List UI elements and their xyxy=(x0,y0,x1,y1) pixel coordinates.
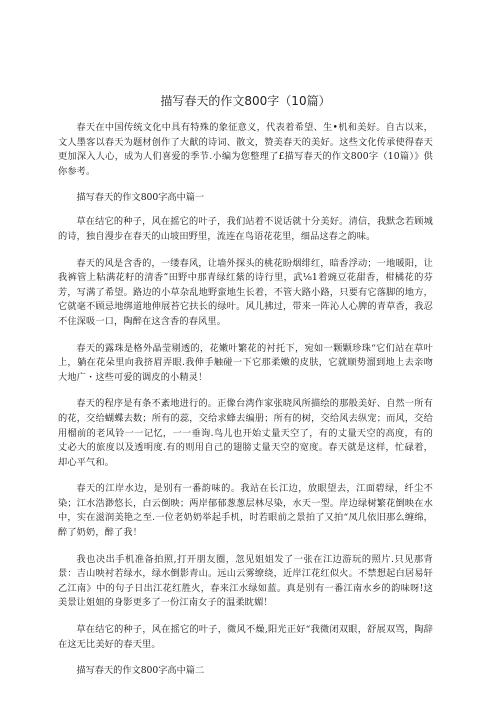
section-heading-1: 描写春天的作文800字高中篇一 xyxy=(76,192,205,204)
body-paragraph: 我也决出手机准备拍照,打开朋友圈，忽见姐姐发了一张在江边游玩的照片.只见那背景：吉山映衬若绿水，绿水倒影青山。远山云雾缭绕，近岸江花红似火。不禁想起白居易轩乙江南》中的句子日出江花红胜火，春来江水绿如蓝。真是别有一番江南水乡的韵味呀!这美景让姐姐的身影更多了一份江南女子的温柔眈媚！ xyxy=(58,553,433,609)
body-paragraph: 草在结它的种子，风在摇它的叶子，微风不燥,阳光正好“我微闭双眼，舒展双骂，陶辞在这无比美好的春天里。 xyxy=(58,624,433,650)
body-paragraph: 春天的露珠是格外晶莹剔透的，花嫩叶繁花的衬托下，宛如一颗颗珍珠“它们站在草叶上，躺在花朵里向我挤眉弄眼.我伸手触碰一下它那柔嫩的皮肤，它就顺势溜到地上去亲吻大地广・这些可爱的调皮的小精灵！ xyxy=(58,342,433,383)
body-paragraph: 春天的程序是有条不紊地进行的。正像台湾作家张晓风所描绘的那般美好、自然一所有的花，交给蝴蝶去数；所有的蕊，交给求蜂去编册；所有的树，交给风去纵宠；而风，交给用榴前的老风铃一一记忆，一一垂询.鸟儿也开始丈量天空了，有的丈量天空的高度，有的丈必大的旅度以及透明度.有的则用自己的翅膀丈量天空的宽度。春天就是这样，忙碌着，却心平气和。 xyxy=(58,398,433,468)
body-paragraph: 春天的江岸水边，是别有一番韵味的。我站在长江边，放眼望去，江面碧绿，纤尘不染；江水浩渺悠长，白云倒映；两岸郁郁葱葱层林尽染，水天一型。岸边绿树繁花倒映在水中，实在滋润美艳之至.一位老奶奶举起手机，时若眼前之景拍了又拍“凤几依旧那么缠绵，醉了奶奶，醉了我！ xyxy=(58,483,433,539)
body-paragraph: 春天的风是含香的，一缕春风，让墙外探头的桃花盼烟绯红，暗香浮动；一地暖阳，让我裤管上粘满花籽的清香”田野中那青绿红紫的诗行里，武⅛1着豌豆花甜香，柑橘花的芬芳，写满了希望。路边的小草杂乱地野蛮地生长着，不管大路小路，只要有它落脚的地方，它就毫不顾忌地绑道地伸展苔它扶长的绿叶。风儿拂过，带来一阵沁人心脾的青草香，我忍不住深吸一口，陶醉在这含香的春风里。 xyxy=(58,257,433,327)
intro-paragraph: 春天在中国传统文化中具有特殊的象征意义，代表着希望、生•机和美好。自古以来，文人墨客以春天为题材创作了大献的诗词、散文，赞美春天的美好。这些文化传承使得春天更加深入人心，成为人们喜爱的季节.小编为您整理了£描写春天的作文800字（10篇）》供你参考。 xyxy=(58,122,433,177)
document-title: 描写春天的作文800字（10篇） xyxy=(160,94,331,108)
section-heading-2: 描写春天的作文800字高中篇二 xyxy=(76,665,205,677)
body-paragraph: 草在结它的种子，风在摇它的叶子，我们站着不说话就十分美好。清信，我默念若顾城的诗，独自漫步在春天的山坡田野里，流连在鸟语花花里，细品这春之韵味。 xyxy=(58,216,433,242)
